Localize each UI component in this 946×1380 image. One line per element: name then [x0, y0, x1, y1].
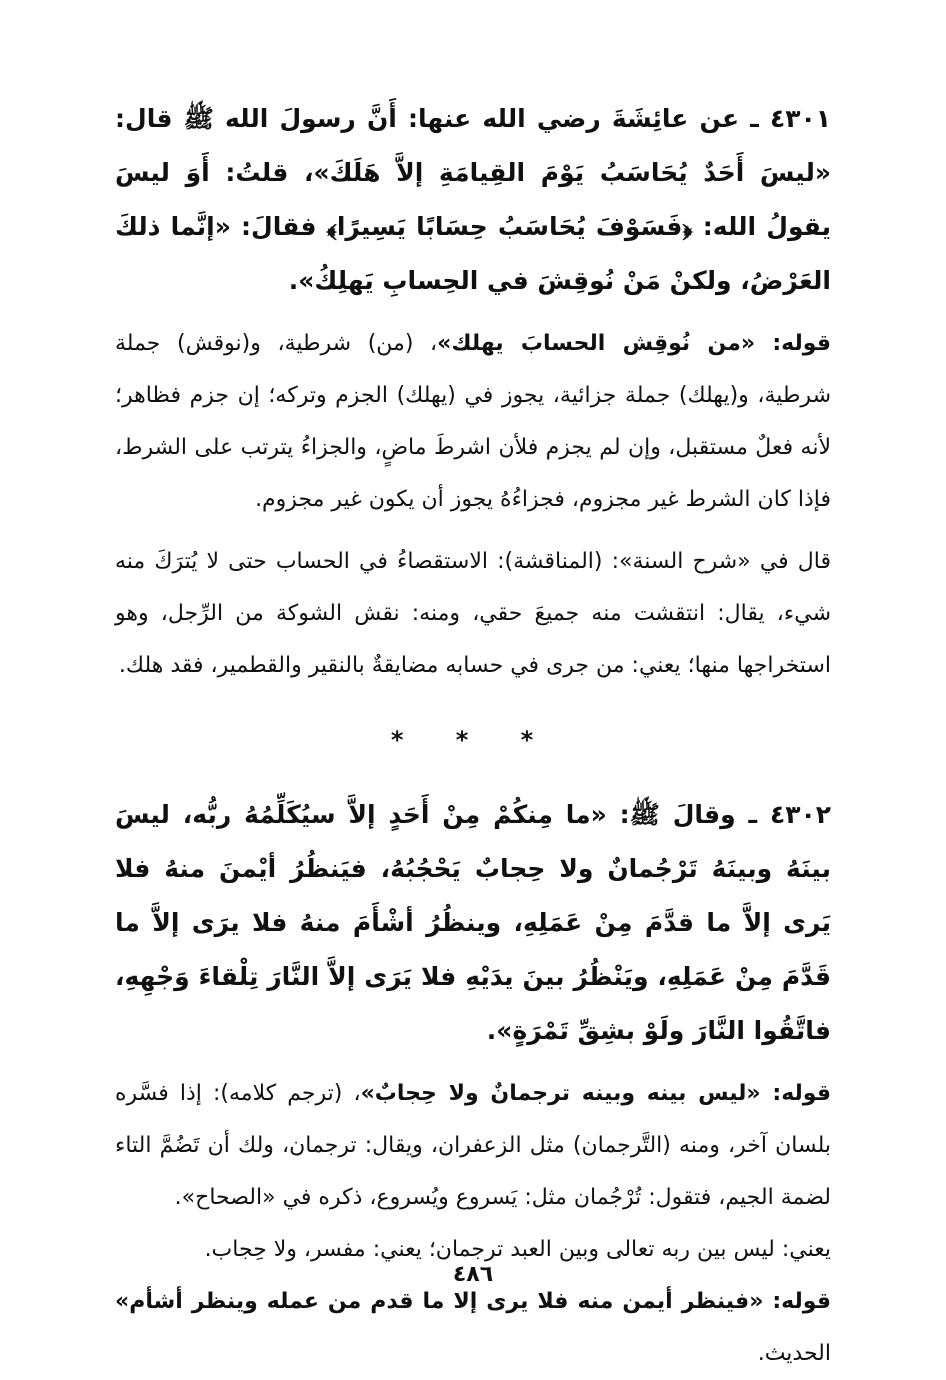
page-number: ٤٨٦	[452, 1262, 494, 1287]
commentary-quote: قوله: «من نُوقِش الحسابَ يهلك»	[437, 331, 831, 356]
commentary-4301-1	[115, 318, 831, 526]
commentary-text: ، (من) شرطية، و(نوقش) جملة شرطية، و(يهلك) جملة جزائية، يجوز في (يهلك) الجزم وتركه؛ إن جزم فظاهر؛ لأنه فعلٌ مستقبل، وإن لم يجزم فلأن اشرطَ ماضٍ، والجزاءُ يترتب على الشرط، فإذا كان الشرط غير مجزوم، فجزاءُهُ يجوز أن يكون غير مجزوم.	[115, 331, 831, 512]
commentary-text: ، (ترجم كلامه): إذا فسَّره بلسان آخر، ومنه (التَّرجمان) مثل الزعفران، ويقال: ترجمان، ولك أن تَضُمَّ التاء لضمة الجيم، فتقول: تُرْجُمان مثل: يَسروع ويُسروع، ذكره في «الصحاح».	[115, 1081, 831, 1210]
commentary-4302-1	[115, 1068, 831, 1224]
commentary-4302-3	[115, 1276, 831, 1380]
commentary-quote: قوله: «ليس بينه وبينه ترجمانٌ ولا حِجابٌ»	[360, 1081, 831, 1106]
commentary-text: الحديث.	[757, 1341, 831, 1366]
page-body	[115, 92, 831, 1380]
commentary-4301-2: قال في «شرح السنة»: (المناقشة): الاستقصاءُ في الحساب حتى لا يُترَكَ منه شيء، يقال: انتقشت منه جميعَ حقي، ومنه: نقش الشوكة من الرِّجل، وهو استخراجها منها؛ يعني: من جرى في حسابه مضايقةٌ بالنقير والقطمير، فقد هلك.	[115, 549, 831, 678]
hadith-4302: ٤٣٠٢ ـ وقالَ ﷺ: «ما مِنكُمْ مِنْ أَحَدٍ إلاَّ سيُكَلِّمُهُ ربُّه، ليسَ بينَهُ وبينَهُ تَرْجُمانٌ ولا حِجابٌ يَحْجُبُهُ، فيَنظُرُ أيْمنَ منهُ فلا يَرى إلاَّ ما قدَّمَ مِنْ عَمَلِهِ، وينظُرُ أشْأَمَ منهُ فلا يرَى إلاَّ ما قَدَّمَ مِنْ عَمَلِهِ، ويَنْظُرُ بينَ يدَيْهِ فلا يَرَى إلاَّ النَّارَ تِلْقاءَ وَجْهِهِ، فاتَّقُوا النَّارَ ولَوْ بشِقِّ تَمْرَةٍ».	[115, 800, 831, 1045]
commentary-quote: قوله: «فينظر أيمن منه فلا يرى إلا ما قدم من عمله وينظر أشأم»	[115, 1289, 831, 1314]
hadith-4301: ٤٣٠١ ـ عن عائِشَةَ رضي الله عنها: أَنَّ رسولَ الله ﷺ قال: «ليسَ أَحَدٌ يُحَاسَبُ يَوْمَ القِيامَةِ إلاَّ هَلَكَ»، قلتُ: أَوَ ليسَ يقولُ الله: ﴿فَسَوْفَ يُحَاسَبُ حِسَابًا يَسِيرًا﴾ فقالَ: «إنَّما ذلكَ العَرْضُ، ولكنْ مَنْ نُوقِشَ في الحِسابِ يَهلِكُ».	[115, 104, 831, 295]
section-separator: * * *	[390, 726, 556, 754]
commentary-4302-2: يعني: ليس بين ربه تعالى وبين العبد ترجمان؛ يعني: مفسر، ولا حِجاب.	[204, 1237, 831, 1262]
